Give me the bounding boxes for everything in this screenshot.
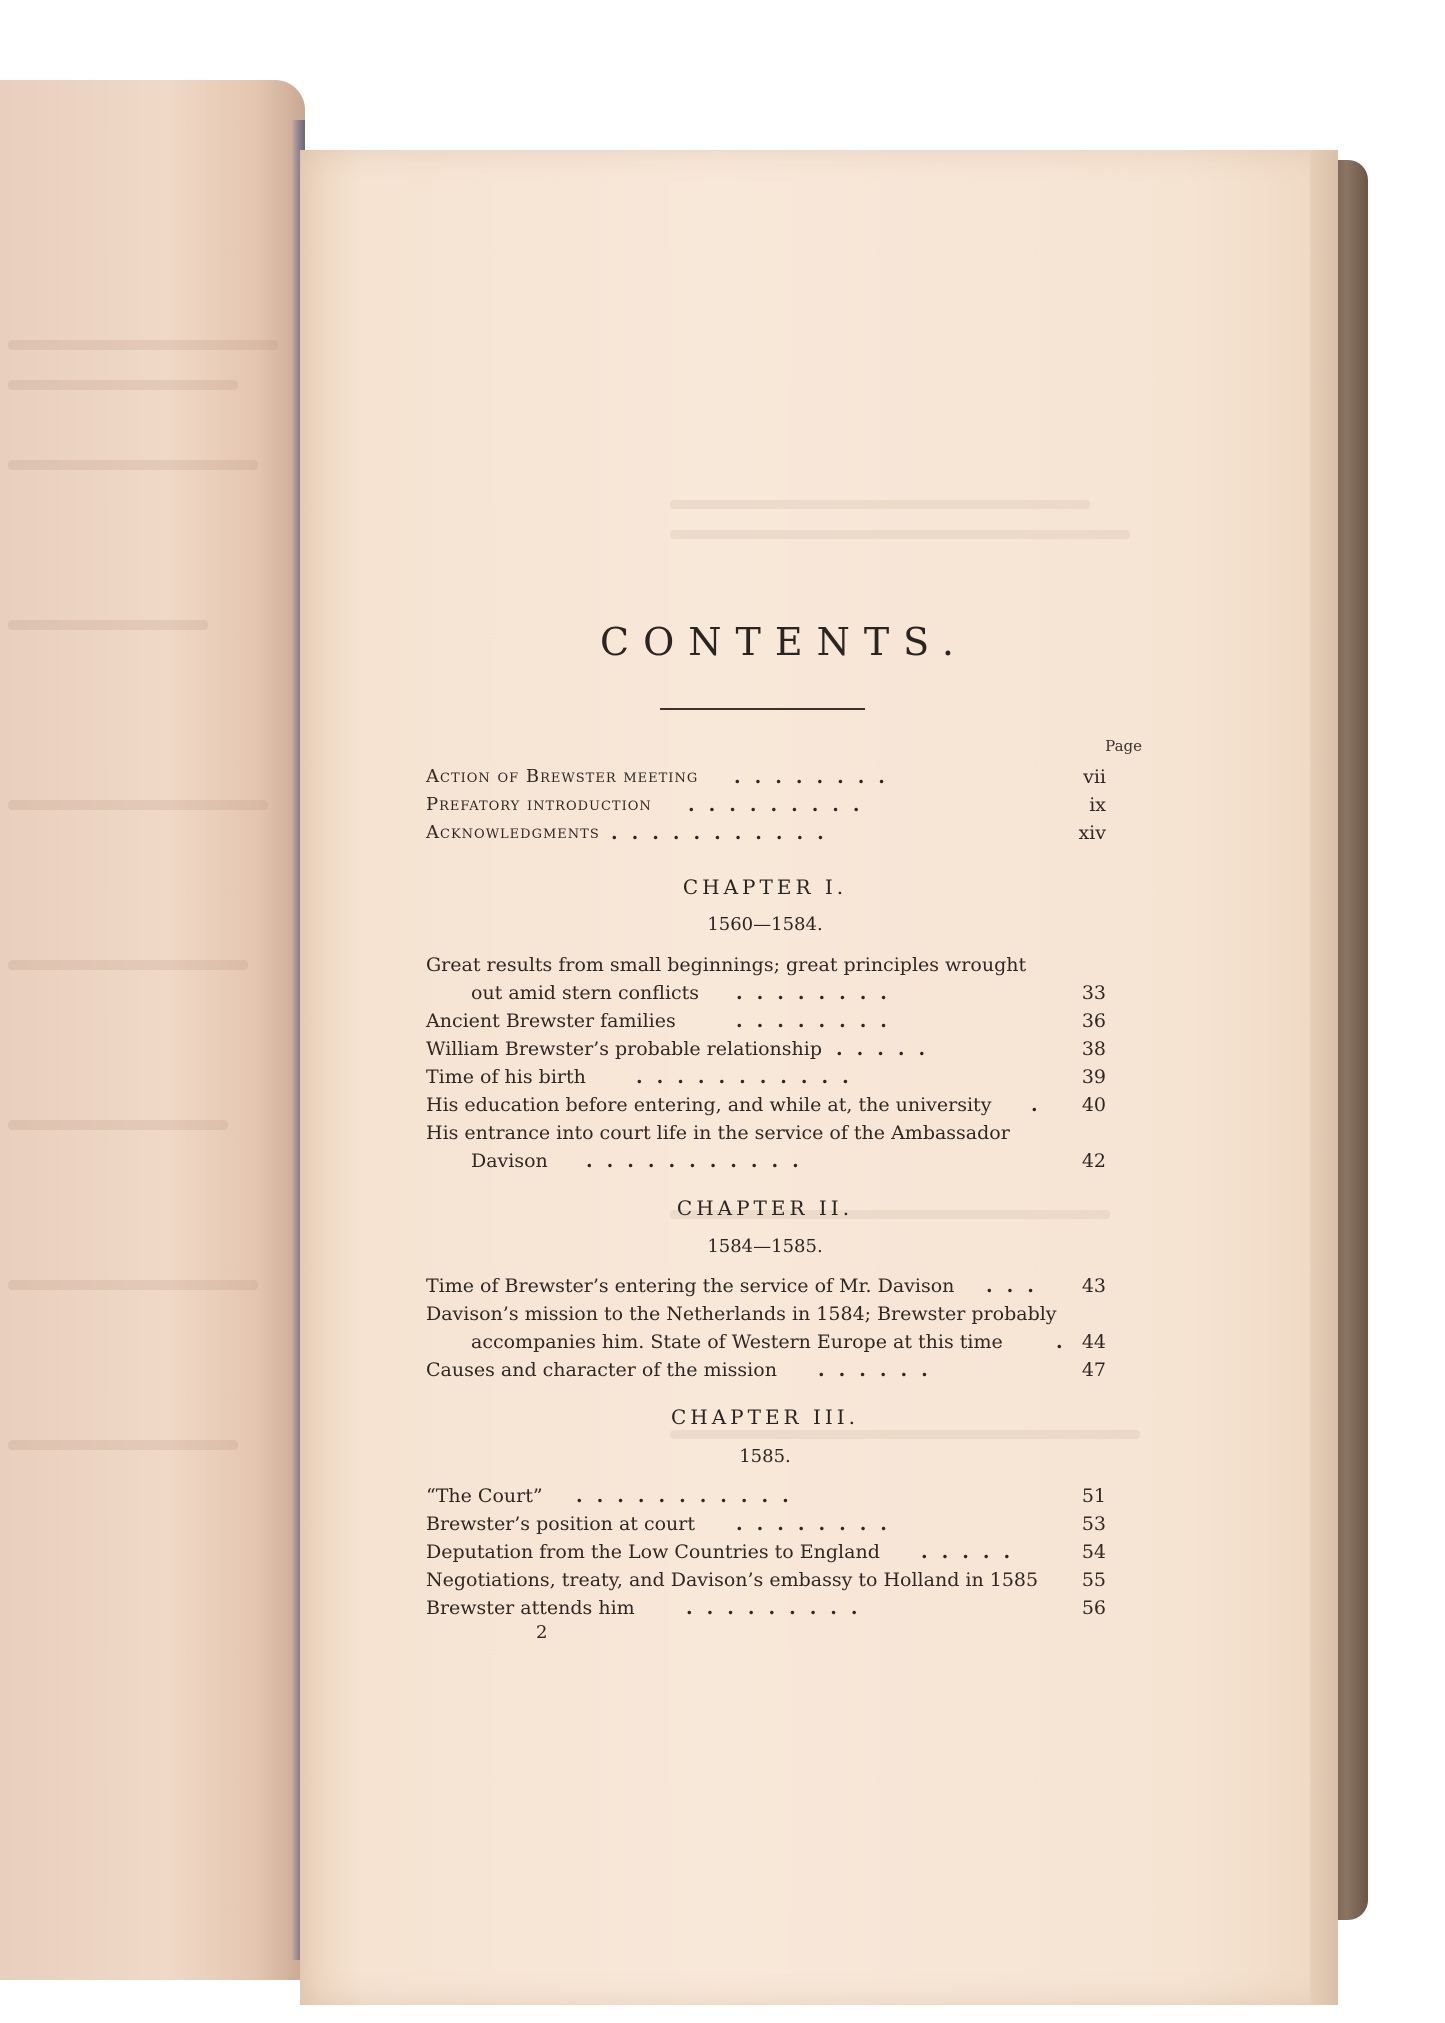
toc-entry <box>426 1007 1106 1035</box>
toc-entry <box>426 1566 1106 1594</box>
toc-entry <box>426 763 1106 791</box>
toc-entry-page: ix <box>1089 794 1106 816</box>
chapter-years: 1585. <box>739 1446 791 1467</box>
toc-entry-page: 38 <box>1081 1038 1106 1060</box>
leader-dots: ........... <box>576 1485 803 1507</box>
toc-entry-page: 54 <box>1081 1541 1106 1563</box>
toc-entry-title: Negotiations, treaty, and Davison’s embassy to Holland in 1585 <box>426 1569 1039 1591</box>
toc-entry-page: 42 <box>1081 1150 1106 1172</box>
toc-entry-title: Davison’s mission to the Netherlands in 1584; Brewster probably <box>426 1303 1057 1325</box>
toc-entry-continued <box>426 1147 1106 1175</box>
leader-dots: ........ <box>734 766 899 788</box>
toc-entry-page: 56 <box>1081 1597 1106 1619</box>
toc-entry-title: Ancient Brewster families <box>426 1010 676 1032</box>
leader-dots: ..... <box>836 1038 940 1060</box>
heading-rule <box>660 708 865 710</box>
toc-entry-title: Time of Brewster’s entering the service of Mr. Davison <box>426 1275 955 1297</box>
toc-entry <box>426 819 1106 847</box>
toc-entry-title: Deputation from the Low Countries to England <box>426 1541 880 1563</box>
toc-entry-title: William Brewster’s probable relationship <box>426 1038 823 1060</box>
signature-mark: 2 <box>536 1622 548 1643</box>
left-page-ghost-text <box>8 380 238 390</box>
toc-entry <box>426 1063 1106 1091</box>
toc-entry-title: Causes and character of the mission <box>426 1359 777 1381</box>
left-page <box>0 80 305 1980</box>
toc-entry-page: 47 <box>1081 1359 1106 1381</box>
leader-dots: ......... <box>688 794 874 816</box>
leader-dots: . <box>1031 1094 1052 1116</box>
leader-dots: ... <box>986 1275 1048 1297</box>
toc-entry-title: Brewster’s position at court <box>426 1513 695 1535</box>
toc-entry-title: Time of his birth <box>426 1066 586 1088</box>
toc-entry-page: 44 <box>1081 1331 1106 1353</box>
bleed-through-text <box>670 500 1090 509</box>
toc-entry <box>426 1035 1106 1063</box>
toc-entry-page: 43 <box>1081 1275 1106 1297</box>
chapter-years: 1560—1584. <box>707 914 823 935</box>
left-page-ghost-text <box>8 800 268 810</box>
toc-entry-title: Great results from small beginnings; great principles wrought <box>426 954 1027 976</box>
toc-entry-title: Davison <box>471 1150 548 1172</box>
toc-entry-page: 33 <box>1081 982 1106 1004</box>
toc-entry-page: 55 <box>1081 1569 1106 1591</box>
leader-dots: ..... <box>921 1541 1025 1563</box>
toc-entry-title: His entrance into court life in the service of the Ambassador <box>426 1122 1010 1144</box>
toc-entry <box>426 1510 1106 1538</box>
toc-entry-title: Prefatory introduction <box>426 794 652 815</box>
bleed-through-text <box>670 1430 1140 1439</box>
toc-entry-title: His education before entering, and while at, the university <box>426 1094 992 1116</box>
chapter-heading: CHAPTER I. <box>682 875 848 899</box>
leader-dots: ...... <box>818 1359 942 1381</box>
toc-entry-continued <box>426 1328 1106 1356</box>
toc-entry-title: out amid stern conflicts <box>471 982 700 1004</box>
toc-entry <box>426 1594 1106 1622</box>
leader-dots: ........ <box>736 982 901 1004</box>
toc-entry <box>426 1300 1106 1328</box>
leader-dots: ........ <box>736 1010 901 1032</box>
toc-entry-page: 53 <box>1081 1513 1106 1535</box>
leader-dots: ........ <box>736 1513 901 1535</box>
leader-dots: ........... <box>611 822 838 844</box>
toc-entry <box>426 1482 1106 1510</box>
toc-entry <box>426 1272 1106 1300</box>
leader-dots: . <box>1056 1331 1077 1353</box>
page-column-label: Page <box>1105 737 1142 755</box>
toc-entry-title: Action of Brewster meeting <box>426 766 699 787</box>
chapter-years: 1584—1585. <box>707 1236 823 1257</box>
toc-entry <box>426 1119 1106 1147</box>
left-page-ghost-text <box>8 960 248 970</box>
toc-entry-title: Acknowledgments <box>426 822 600 843</box>
toc-entry-title: Brewster attends him <box>426 1597 635 1619</box>
contents-heading: CONTENTS. <box>600 620 968 664</box>
toc-entry <box>426 1538 1106 1566</box>
bleed-through-text <box>670 530 1130 539</box>
page-fore-edge <box>1310 150 1338 2005</box>
leader-dots: ......... <box>686 1597 872 1619</box>
toc-entry-page: 40 <box>1081 1094 1106 1116</box>
toc-entry-page: 39 <box>1081 1066 1106 1088</box>
chapter-heading: CHAPTER II. <box>676 1196 854 1220</box>
left-page-ghost-text <box>8 1280 258 1290</box>
left-page-ghost-text <box>8 460 258 470</box>
leader-dots: ........... <box>636 1066 863 1088</box>
toc-entry-continued <box>426 979 1106 1007</box>
left-page-ghost-text <box>8 1440 238 1450</box>
toc-entry <box>426 1356 1106 1384</box>
left-page-ghost-text <box>8 620 208 630</box>
toc-entry-page: 36 <box>1081 1010 1106 1032</box>
toc-entry <box>426 951 1106 979</box>
toc-entry <box>426 1091 1106 1119</box>
left-page-ghost-text <box>8 1120 228 1130</box>
toc-entry-title: accompanies him. State of Western Europe at this time <box>471 1331 1003 1353</box>
toc-entry-page: xiv <box>1078 822 1106 844</box>
toc-entry-page: 51 <box>1081 1485 1106 1507</box>
toc-entry <box>426 791 1106 819</box>
leader-dots: ........... <box>586 1150 813 1172</box>
toc-entry-page: vii <box>1083 766 1106 788</box>
left-page-ghost-text <box>8 340 278 350</box>
toc-entry-title: “The Court” <box>426 1485 543 1507</box>
chapter-heading: CHAPTER III. <box>670 1405 860 1429</box>
